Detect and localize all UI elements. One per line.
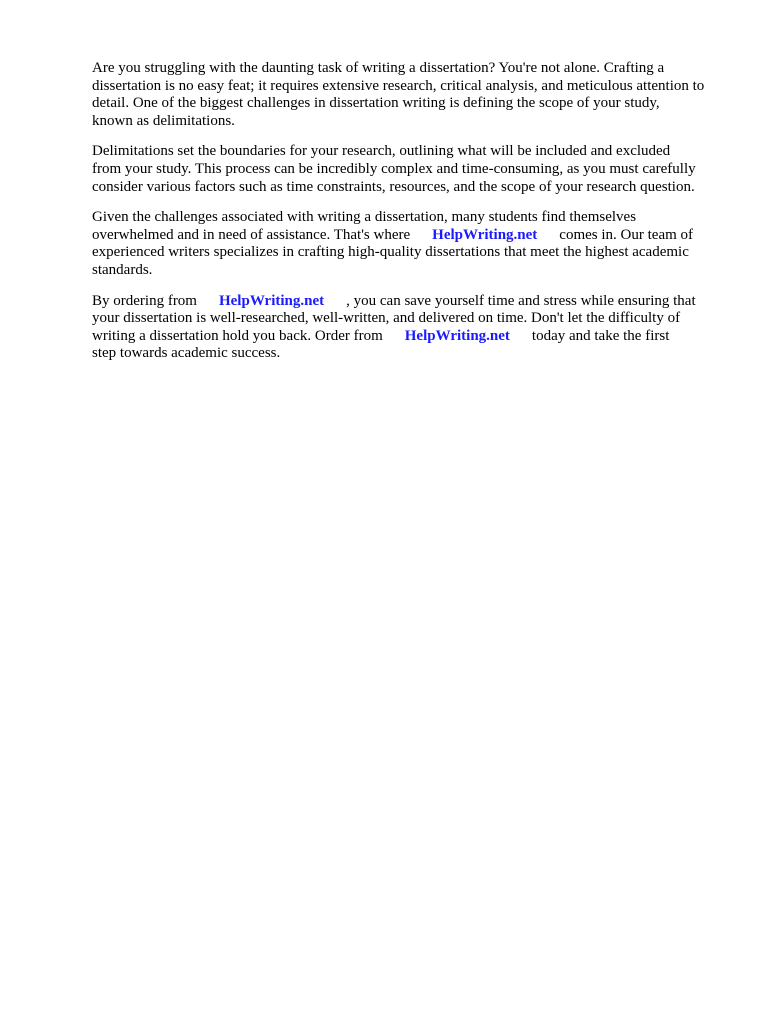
text-line: step towards academic success. xyxy=(92,345,281,362)
paragraph-order xyxy=(92,293,732,363)
text-line: Are you struggling with the daunting task of writing a dissertation? You're not alone. Crafting a xyxy=(92,60,665,76)
text-line xyxy=(92,227,732,245)
text-line: your dissertation is well-researched, well-written, and delivered on time. Don't let the difficulty of xyxy=(92,310,681,327)
paragraph-intro xyxy=(92,60,732,130)
text-line: standards. xyxy=(92,261,153,278)
text-line: consider various factors such as time constraints, resources, and the scope of your research question. xyxy=(92,178,695,195)
text-line: detail. One of the biggest challenges in dissertation writing is defining the scope of your study, xyxy=(92,95,660,112)
text-line: Given the challenges associated with writing a dissertation, many students find themselves xyxy=(92,209,637,226)
text-fragment: today and take the first xyxy=(531,327,670,344)
text-fragment: overwhelmed and in need of assistance. That's where xyxy=(92,226,411,243)
text-fragment: By ordering from xyxy=(92,292,197,309)
helpwriting-link[interactable]: HelpWriting.net xyxy=(432,226,538,243)
text-line xyxy=(92,293,732,311)
text-fragment: , you can save yourself time and stress while ensuring that xyxy=(346,292,696,309)
document-page xyxy=(92,60,732,376)
text-line xyxy=(92,328,732,346)
text-line: dissertation is no easy feat; it requires extensive research, critical analysis, and meticulous attention to xyxy=(92,77,705,94)
paragraph-delimitations xyxy=(92,143,732,196)
helpwriting-link[interactable]: HelpWriting.net xyxy=(218,292,325,309)
text-line: from your study. This process can be incredibly complex and time-consuming, as you must carefully xyxy=(92,160,696,177)
text-fragment: writing a dissertation hold you back. Order from xyxy=(92,327,383,344)
text-line: known as delimitations. xyxy=(92,112,235,129)
helpwriting-link[interactable]: HelpWriting.net xyxy=(404,327,510,344)
text-line: experienced writers specializes in crafting high-quality dissertations that meet the highest academic xyxy=(92,244,689,261)
paragraph-assistance xyxy=(92,209,732,279)
text-fragment: comes in. Our team of xyxy=(559,226,694,243)
text-line: Delimitations set the boundaries for your research, outlining what will be included and excluded xyxy=(92,143,671,160)
